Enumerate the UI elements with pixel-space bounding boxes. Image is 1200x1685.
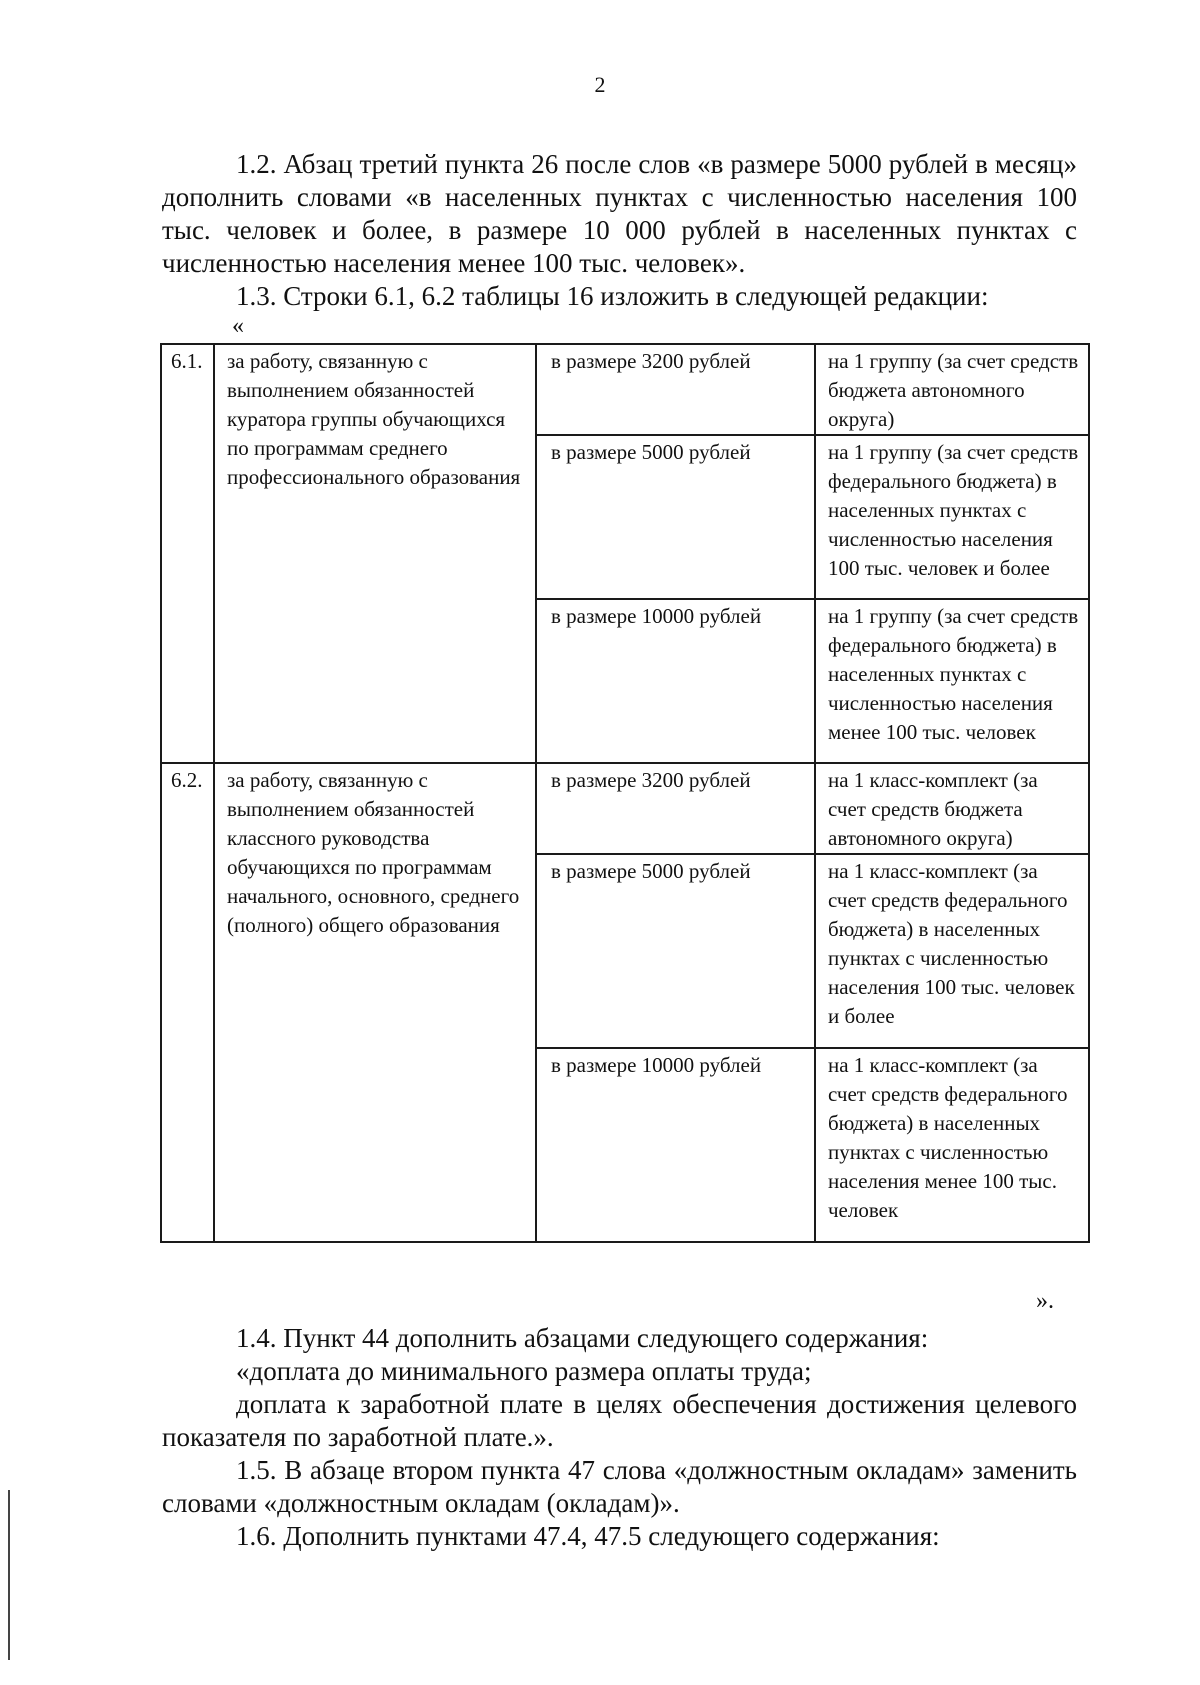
- amount-cell: в размере 10000 рублей: [536, 1048, 815, 1242]
- amount-cell: в размере 5000 рублей: [536, 435, 815, 599]
- paragraph-1-6: 1.6. Дополнить пунктами 47.4, 47.5 следующего содержания:: [236, 1521, 940, 1551]
- paragraph-1-4-a: «доплата до минимального размера оплаты труда;: [236, 1356, 812, 1386]
- paragraph-1-4-b: доплата к заработной плате в целях обеспечения достижения целевого показателя по заработной плате.».: [162, 1389, 1077, 1452]
- page-number: 2: [594, 72, 606, 97]
- row-number: 6.1.: [161, 344, 214, 763]
- note-cell: на 1 группу (за счет средств бюджета автономного округа): [815, 344, 1089, 435]
- scan-edge-line: [8, 1490, 10, 1660]
- note-cell: на 1 класс-комплект (за счет средств федерального бюджета) в населенных пунктах с численностью населения менее 100 тыс. человек: [815, 1048, 1089, 1242]
- row-number: 6.2.: [161, 763, 214, 1242]
- row-description: за работу, связанную с выполнением обязанностей куратора группы обучающихся по программам среднего профессионального образования: [214, 344, 536, 763]
- note-cell: на 1 группу (за счет средств федерального бюджета) в населенных пунктах с численностью населения 100 тыс. человек и более: [815, 435, 1089, 599]
- paragraph-1-4: 1.4. Пункт 44 дополнить абзацами следующего содержания:: [236, 1323, 929, 1353]
- paragraph-1-5: 1.5. В абзаце втором пункта 47 слова «должностным окладам» заменить словами «должностным окладам (окладам)».: [162, 1455, 1077, 1518]
- amount-cell: в размере 3200 рублей: [536, 763, 815, 854]
- paragraph-1-3: 1.3. Строки 6.1, 6.2 таблицы 16 изложить в следующей редакции:: [236, 281, 989, 311]
- amount-cell: в размере 10000 рублей: [536, 599, 815, 763]
- allowance-table: [160, 343, 1090, 1243]
- table-row: [161, 763, 1089, 854]
- note-cell: на 1 класс-комплект (за счет средств федерального бюджета) в населенных пунктах с численностью населения 100 тыс. человек и более: [815, 854, 1089, 1048]
- note-cell: на 1 группу (за счет средств федерального бюджета) в населенных пунктах с численностью населения менее 100 тыс. человек: [815, 599, 1089, 763]
- table-close-quote: ».: [1036, 1288, 1054, 1314]
- row-description: за работу, связанную с выполнением обязанностей классного руководства обучающихся по программам начального, основного, среднего (полного) общего образования: [214, 763, 536, 1242]
- amount-cell: в размере 3200 рублей: [536, 344, 815, 435]
- note-cell: на 1 класс-комплект (за счет средств бюджета автономного округа): [815, 763, 1089, 854]
- amount-cell: в размере 5000 рублей: [536, 854, 815, 1048]
- table-open-quote: «: [232, 313, 244, 339]
- paragraph-1-2: 1.2. Абзац третий пункта 26 после слов «в размере 5000 рублей в месяц» дополнить словами «в населенных пунктах с численностью населения 100 тыс. человек и более, в размере 10 000 рублей в населенных пунктах с численностью населения менее 100 тыс. человек».: [162, 149, 1077, 278]
- table-row: [161, 344, 1089, 435]
